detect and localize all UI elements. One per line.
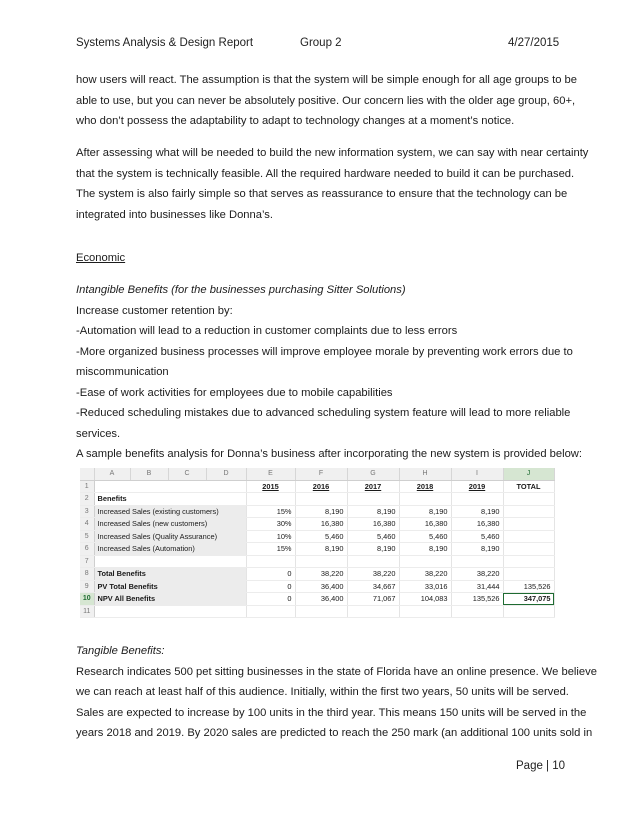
column-header-row — [80, 468, 554, 480]
value-cell: 38,220 — [347, 568, 399, 581]
empty-cell — [347, 555, 399, 568]
empty-cell — [246, 555, 295, 568]
row-label: NPV All Benefits — [94, 593, 246, 606]
table-row — [80, 580, 554, 593]
text-line: -Ease of work activities for employees due to mobile capabilities — [76, 386, 393, 399]
column-header: C — [168, 468, 206, 480]
column-header: E — [246, 468, 295, 480]
text-line: that the system is technically feasible. All the required hardware needed to build it can be purchased. — [76, 167, 575, 180]
row-label: PV Total Benefits — [94, 580, 246, 593]
value-cell: 8,190 — [451, 505, 503, 518]
total-cell: 135,526 — [503, 580, 554, 593]
text-line: Research indicates 500 pet sitting businesses in the state of Florida have an online presence. We believe — [76, 665, 597, 678]
header-date: 4/27/2015 — [508, 37, 560, 49]
row-label: Increased Sales (Quality Assurance) — [94, 530, 246, 543]
empty-cell — [246, 605, 295, 618]
table-row — [80, 505, 554, 518]
empty-cell — [295, 555, 347, 568]
empty-cell — [347, 605, 399, 618]
column-header: H — [399, 468, 451, 480]
text-line: The system is also fairly simple so that serves as reassurance to ensure that the technology can be — [76, 188, 568, 200]
benefits-table — [80, 468, 555, 618]
text-line: miscommunication — [76, 366, 169, 378]
paragraph-technical-feasibility — [76, 143, 589, 225]
empty-cell — [503, 530, 554, 543]
empty-cell — [399, 555, 451, 568]
value-cell: 33,016 — [399, 580, 451, 593]
value-cell: 8,190 — [347, 505, 399, 518]
empty-cell — [503, 505, 554, 518]
row-number: 3 — [80, 505, 94, 518]
year-header: 2016 — [295, 480, 347, 493]
row-number: 1 — [80, 480, 94, 493]
value-cell: 8,190 — [399, 505, 451, 518]
text-line: Sales are expected to increase by 100 units in the third year. This means 150 units will be served in the — [76, 706, 587, 719]
table-row — [80, 518, 554, 531]
year-header: 2018 — [399, 480, 451, 493]
value-cell: 8,190 — [399, 543, 451, 556]
value-cell: 38,220 — [295, 568, 347, 581]
row-number: 9 — [80, 580, 94, 593]
percent-cell: 10% — [246, 530, 295, 543]
value-cell: 5,460 — [347, 530, 399, 543]
header-group: Group 2 — [300, 37, 342, 49]
empty-cell — [347, 493, 399, 506]
text-line: After assessing what will be needed to build the new information system, we can say with near certainty — [76, 147, 589, 159]
corner-cell — [80, 468, 94, 480]
text-line: able to use, but you can never be absolutely positive. Our concern lies with the older age group, 60+, — [76, 94, 576, 107]
percent-cell: 15% — [246, 543, 295, 556]
value-cell: 0 — [246, 568, 295, 581]
year-header: 2019 — [451, 480, 503, 493]
text-line: we can reach at least half of this audience. Initially, within the first two years, 50 units will be served. — [76, 686, 569, 698]
row-number: 4 — [80, 518, 94, 531]
value-cell: 0 — [246, 593, 295, 606]
empty-cell — [399, 493, 451, 506]
empty-cell — [246, 493, 295, 506]
tangible-heading: Tangible Benefits: — [76, 645, 165, 657]
text-line: who don’t possess the adaptability to adapt to technology changes at a moment’s notice. — [76, 115, 515, 127]
row-label: Increased Sales (existing customers) — [94, 505, 246, 518]
value-cell: 16,380 — [451, 518, 503, 531]
column-header: J — [503, 468, 554, 480]
table-row — [80, 530, 554, 543]
row-number: 6 — [80, 543, 94, 556]
value-cell: 36,400 — [295, 593, 347, 606]
empty-cell — [94, 555, 246, 568]
percent-cell: 30% — [246, 518, 295, 531]
text-line: how users will react. The assumption is that the system will be simple enough for all age groups to be — [76, 74, 577, 86]
year-header: 2017 — [347, 480, 399, 493]
empty-cell — [503, 493, 554, 506]
empty-cell — [295, 605, 347, 618]
row-label: Total Benefits — [94, 568, 246, 581]
economic-section — [76, 248, 576, 269]
row-number: 11 — [80, 605, 94, 618]
total-header: TOTAL — [503, 480, 554, 493]
benefits-label: Benefits — [94, 493, 246, 506]
table-row — [80, 493, 554, 506]
value-cell: 5,460 — [451, 530, 503, 543]
empty-cell — [451, 605, 503, 618]
value-cell: 71,067 — [347, 593, 399, 606]
intangible-heading: Intangible Benefits (for the businesses purchasing Sitter Solutions) — [76, 284, 406, 296]
empty-cell — [451, 493, 503, 506]
column-header: G — [347, 468, 399, 480]
value-cell: 16,380 — [399, 518, 451, 531]
value-cell: 135,526 — [451, 593, 503, 606]
empty-cell — [503, 543, 554, 556]
tangible-benefits-section — [76, 641, 597, 744]
value-cell: 38,220 — [451, 568, 503, 581]
empty-cell — [451, 555, 503, 568]
value-cell: 8,190 — [451, 543, 503, 556]
empty-cell — [94, 605, 246, 618]
percent-cell: 15% — [246, 505, 295, 518]
row-number: 2 — [80, 493, 94, 506]
row-number: 7 — [80, 555, 94, 568]
row-number: 8 — [80, 568, 94, 581]
column-header: B — [130, 468, 168, 480]
empty-cell — [399, 605, 451, 618]
text-line: A sample benefits analysis for Donna’s business after incorporating the new system is provided below: — [76, 448, 582, 460]
column-header: D — [206, 468, 246, 480]
table-row — [80, 480, 554, 493]
text-line: Increase customer retention by: — [76, 304, 233, 317]
header-title: Systems Analysis & Design Report — [76, 37, 254, 49]
value-cell: 5,460 — [399, 530, 451, 543]
row-number: 10 — [80, 593, 94, 606]
empty-cell — [503, 518, 554, 531]
table-row — [80, 543, 554, 556]
column-header: F — [295, 468, 347, 480]
value-cell: 8,190 — [295, 543, 347, 556]
value-cell: 36,400 — [295, 580, 347, 593]
table-row — [80, 568, 554, 581]
text-line: -Automation will lead to a reduction in customer complaints due to less errors — [76, 325, 458, 337]
active-total-cell: 347,075 — [503, 593, 554, 606]
value-cell: 16,380 — [295, 518, 347, 531]
value-cell: 16,380 — [347, 518, 399, 531]
empty-cell — [503, 605, 554, 618]
text-line: services. — [76, 427, 121, 440]
text-line: integrated into businesses like Donna’s. — [76, 208, 273, 221]
value-cell: 31,444 — [451, 580, 503, 593]
empty-cell — [295, 493, 347, 506]
empty-cell — [503, 555, 554, 568]
value-cell: 0 — [246, 580, 295, 593]
total-cell — [503, 568, 554, 581]
text-line: years 2018 and 2019. By 2020 sales are predicted to reach the 250 mark (an additional 100 units sold in — [76, 727, 593, 739]
column-header: A — [94, 468, 130, 480]
text-line: -Reduced scheduling mistakes due to advanced scheduling system feature will lead to more reliable — [76, 407, 571, 419]
value-cell: 8,190 — [295, 505, 347, 518]
value-cell: 104,083 — [399, 593, 451, 606]
intangible-benefits-section — [76, 280, 582, 465]
table-row — [80, 555, 554, 568]
table-row — [80, 605, 554, 618]
economic-heading: Economic — [76, 252, 126, 264]
text-line: -More organized business processes will improve employee morale by preventing work errors due to — [76, 345, 573, 358]
benefits-spreadsheet — [80, 468, 554, 615]
table-row — [80, 593, 554, 606]
row-label: Increased Sales (Automation) — [94, 543, 246, 556]
paragraph-user-reaction — [76, 70, 576, 132]
row-label: Increased Sales (new customers) — [94, 518, 246, 531]
value-cell: 5,460 — [295, 530, 347, 543]
empty-cell — [94, 480, 246, 493]
column-header: I — [451, 468, 503, 480]
year-header: 2015 — [246, 480, 295, 493]
value-cell: 38,220 — [399, 568, 451, 581]
value-cell: 34,667 — [347, 580, 399, 593]
page-number: Page | 10 — [516, 760, 566, 772]
row-number: 5 — [80, 530, 94, 543]
value-cell: 8,190 — [347, 543, 399, 556]
